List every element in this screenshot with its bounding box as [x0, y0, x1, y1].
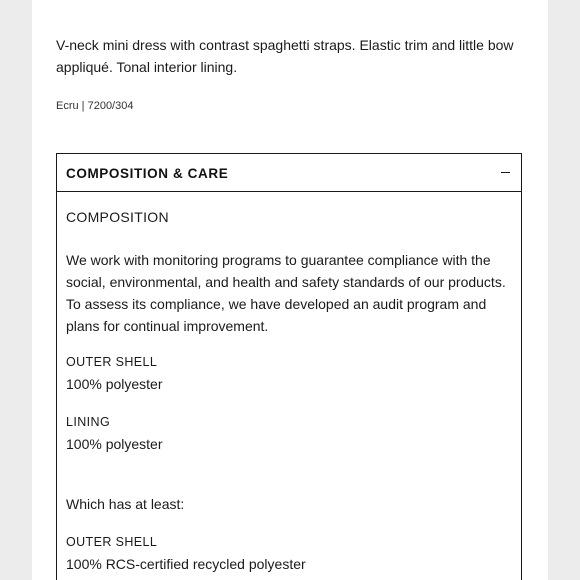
product-details-panel: [32, 0, 548, 580]
certified-outer-shell-value: 100% RCS-certified recycled polyester: [66, 556, 306, 572]
minus-icon[interactable]: [501, 172, 510, 173]
accordion-title: COMPOSITION & CARE: [66, 166, 229, 181]
lining-value: 100% polyester: [66, 436, 163, 452]
certified-outer-shell-label: OUTER SHELL: [66, 535, 158, 549]
compliance-paragraph: We work with monitoring programs to guarantee compliance with the social, environmental, and health and safety standards of our products. To assess its compliance, we have developed an audit program and plans for continual improvement.: [66, 252, 506, 334]
composition-care-accordion: [56, 153, 522, 580]
lining-label: LINING: [66, 415, 111, 429]
outer-shell-label: OUTER SHELL: [66, 355, 158, 369]
outer-shell-value: 100% polyester: [66, 376, 163, 392]
at-least-intro: Which has at least:: [66, 496, 185, 512]
composition-heading: COMPOSITION: [66, 209, 169, 225]
color-reference: Ecru | 7200/304: [56, 100, 134, 112]
product-description: V-neck mini dress with contrast spaghetti straps. Elastic trim and little bow appliqué. Tonal interior lining.: [56, 37, 514, 75]
composition-care-accordion-header[interactable]: [57, 154, 521, 192]
